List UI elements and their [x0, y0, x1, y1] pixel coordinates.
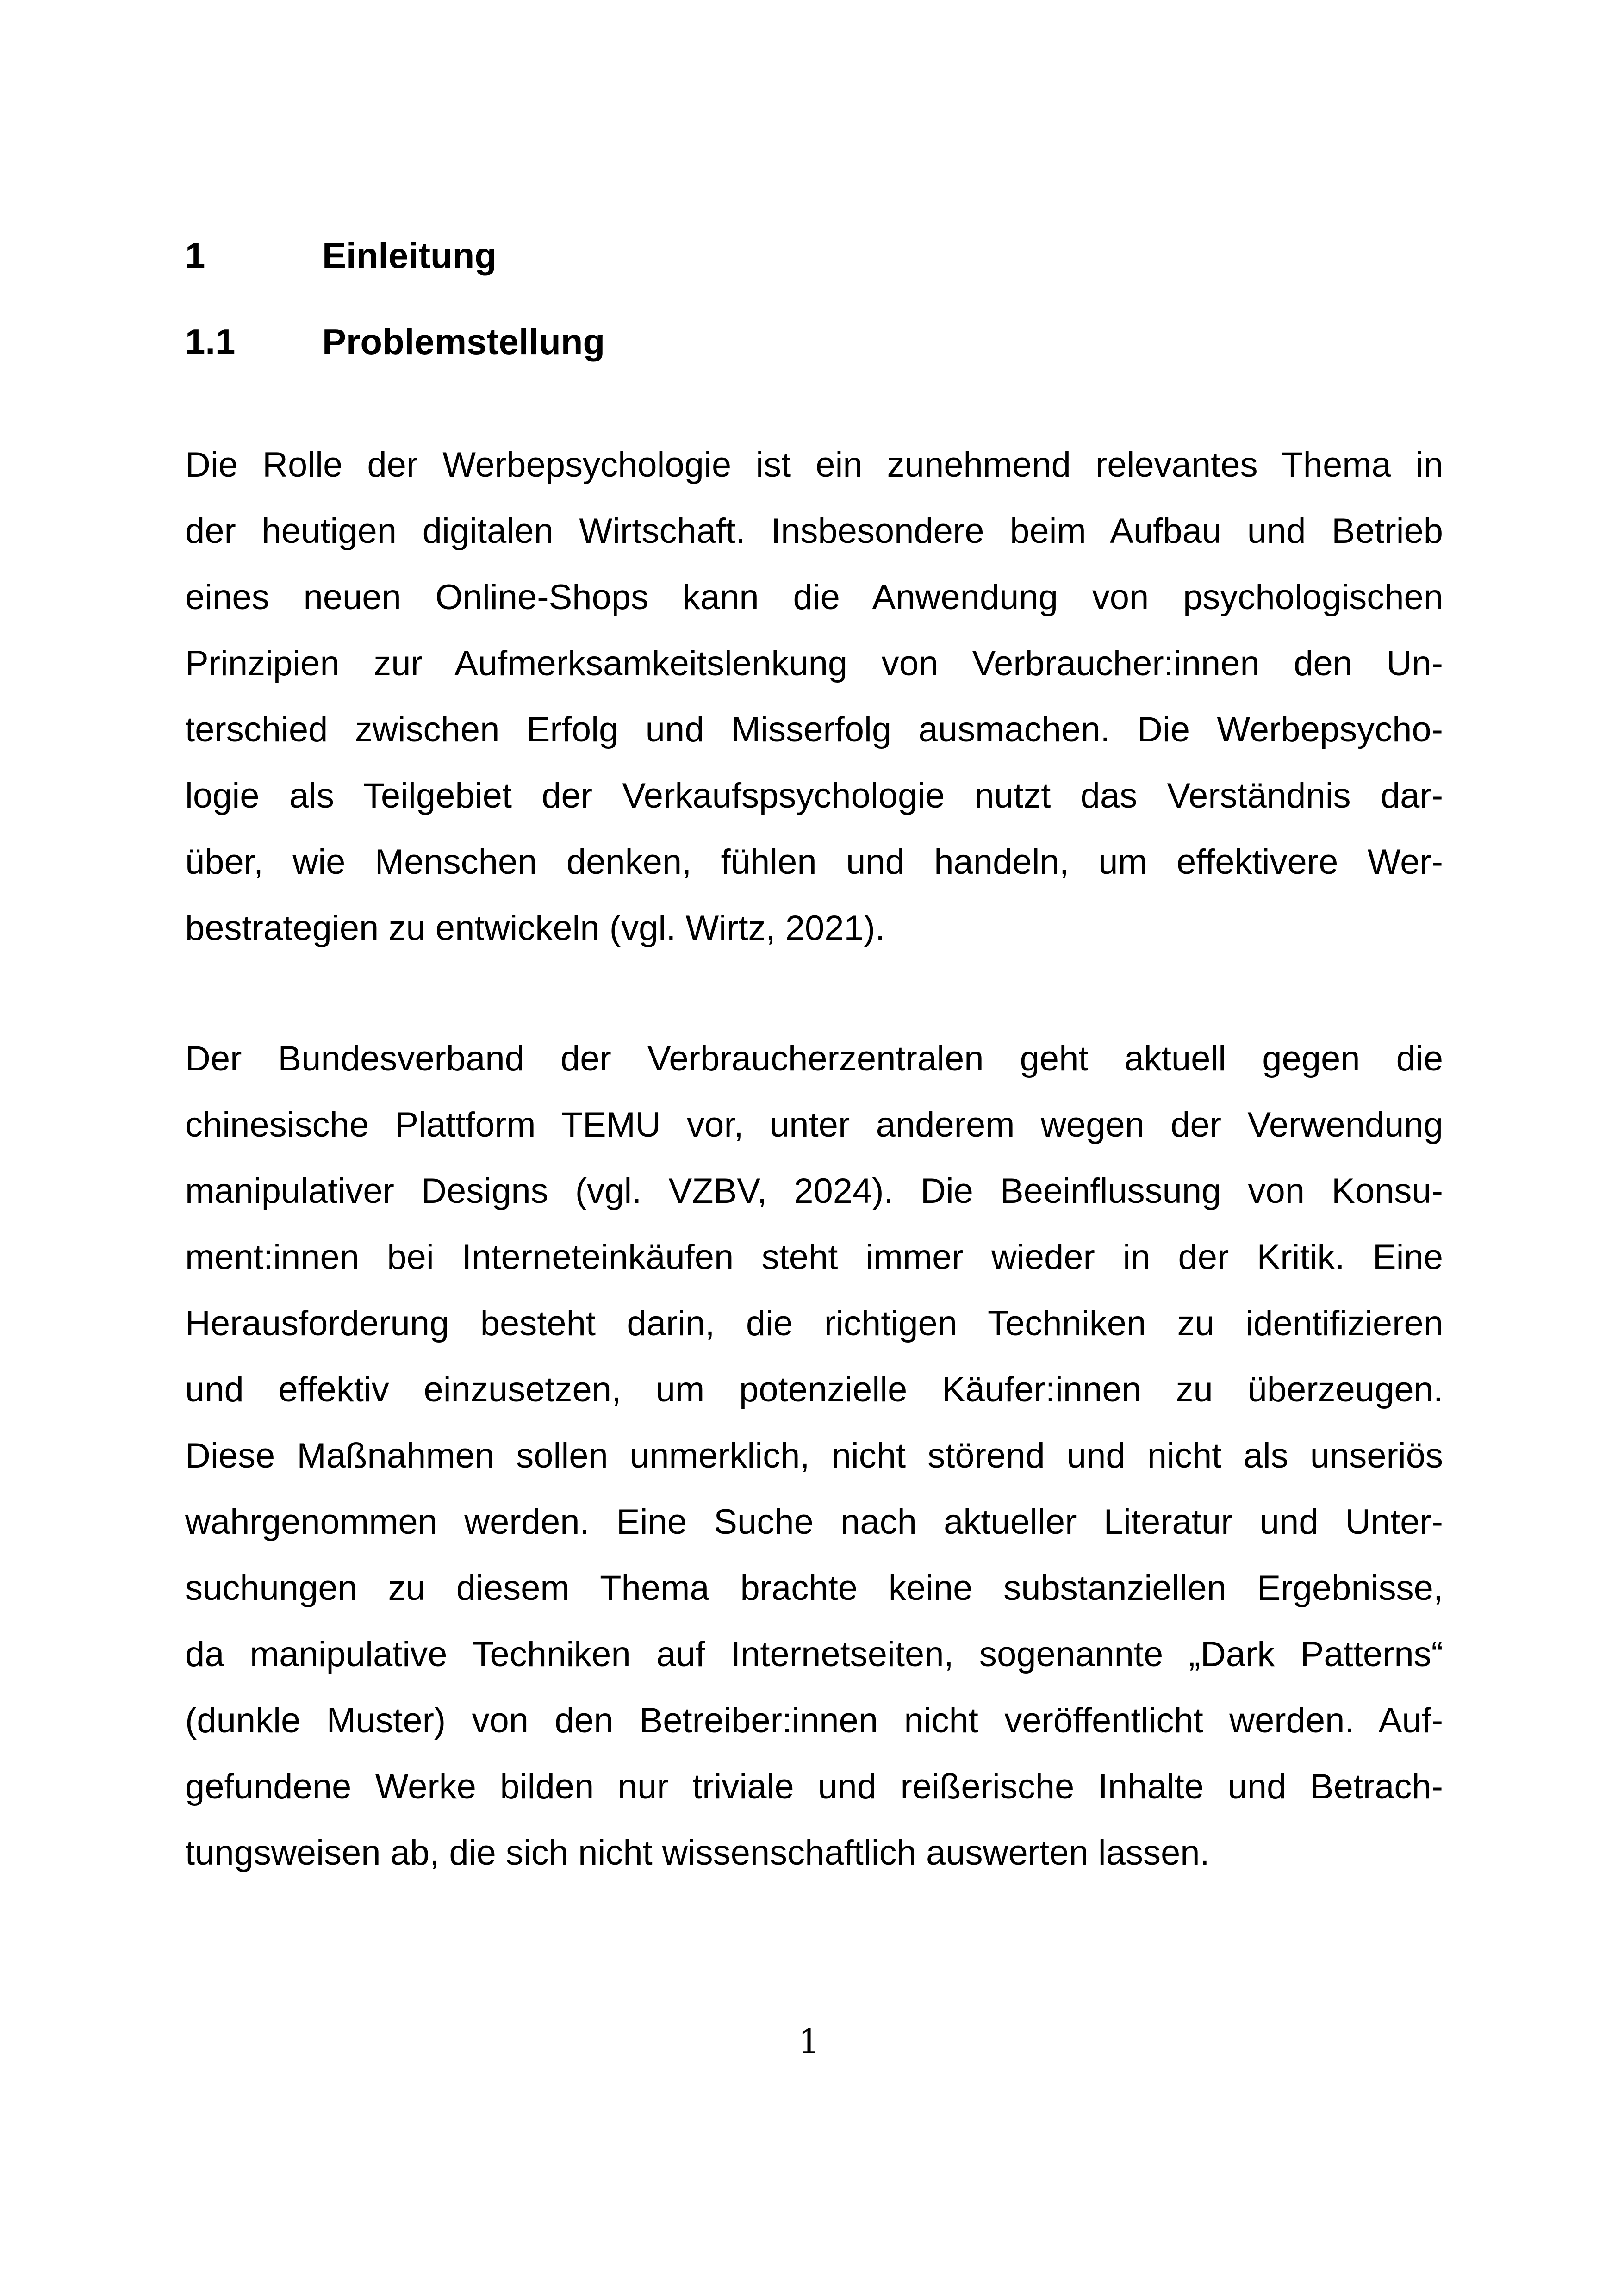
paragraph-line: ment:innen bei Interneteinkäufen steht immer wieder in der Kritik. Eine [185, 1238, 1443, 1277]
paragraph-line: tungsweisen ab, die sich nicht wissenschaftlich auswerten lassen. [185, 1833, 1210, 1873]
paragraph-line: Diese Maßnahmen sollen unmerklich, nicht störend und nicht als unseriös [185, 1436, 1443, 1475]
chapter-number: 1 [185, 235, 205, 276]
paragraph-line: chinesische Plattform TEMU vor, unter anderem wegen der Verwendung [185, 1105, 1443, 1145]
paragraph-line: der heutigen digitalen Wirtschaft. Insbesondere beim Aufbau und Betrieb [185, 511, 1443, 551]
chapter-title: Einleitung [322, 235, 497, 276]
paragraph-line: Der Bundesverband der Verbraucherzentralen geht aktuell gegen die [185, 1039, 1443, 1078]
paragraph-line: logie als Teilgebiet der Verkaufspsychologie nutzt das Verständnis dar- [185, 776, 1443, 815]
paragraph-line: und effektiv einzusetzen, um potenzielle Käufer:innen zu überzeugen. [185, 1370, 1443, 1409]
page-number: 1 [798, 2022, 820, 2061]
paragraph-line: Prinzipien zur Aufmerksamkeitslenkung von Verbraucher:innen den Un- [185, 644, 1443, 683]
paragraph-line: über, wie Menschen denken, fühlen und handeln, um effektivere Wer- [185, 842, 1443, 882]
paragraph-line: bestrategien zu entwickeln (vgl. Wirtz, 2021). [185, 908, 885, 948]
paragraph-line: Die Rolle der Werbepsychologie ist ein zunehmend relevantes Thema in [185, 445, 1443, 485]
paragraph-line: wahrgenommen werden. Eine Suche nach aktueller Literatur und Unter- [185, 1502, 1443, 1542]
paragraph-line: suchungen zu diesem Thema brachte keine substanziellen Ergebnisse, [185, 1568, 1443, 1608]
paragraph-1 [185, 432, 1443, 961]
section-title: Problemstellung [322, 321, 605, 362]
paragraph-line: da manipulative Techniken auf Internetseiten, sogenannte „Dark Patterns“ [185, 1635, 1443, 1674]
paragraph-line: terschied zwischen Erfolg und Misserfolg ausmachen. Die Werbepsycho- [185, 710, 1443, 749]
paragraph-line: Herausforderung besteht darin, die richtigen Techniken zu identifizieren [185, 1304, 1443, 1343]
paragraph-line: gefundene Werke bilden nur triviale und reißerische Inhalte und Betrach- [185, 1767, 1443, 1806]
section-number: 1.1 [185, 321, 236, 362]
section-heading [185, 321, 605, 362]
chapter-heading [185, 237, 497, 274]
paragraph-line: manipulativer Designs (vgl. VZBV, 2024). Die Beeinflussung von Konsu- [185, 1171, 1443, 1211]
paragraph-2 [185, 1026, 1443, 1886]
paragraph-line: eines neuen Online-Shops kann die Anwendung von psychologischen [185, 578, 1443, 617]
paragraph-line: (dunkle Muster) von den Betreiber:innen nicht veröffentlicht werden. Auf- [185, 1701, 1443, 1740]
